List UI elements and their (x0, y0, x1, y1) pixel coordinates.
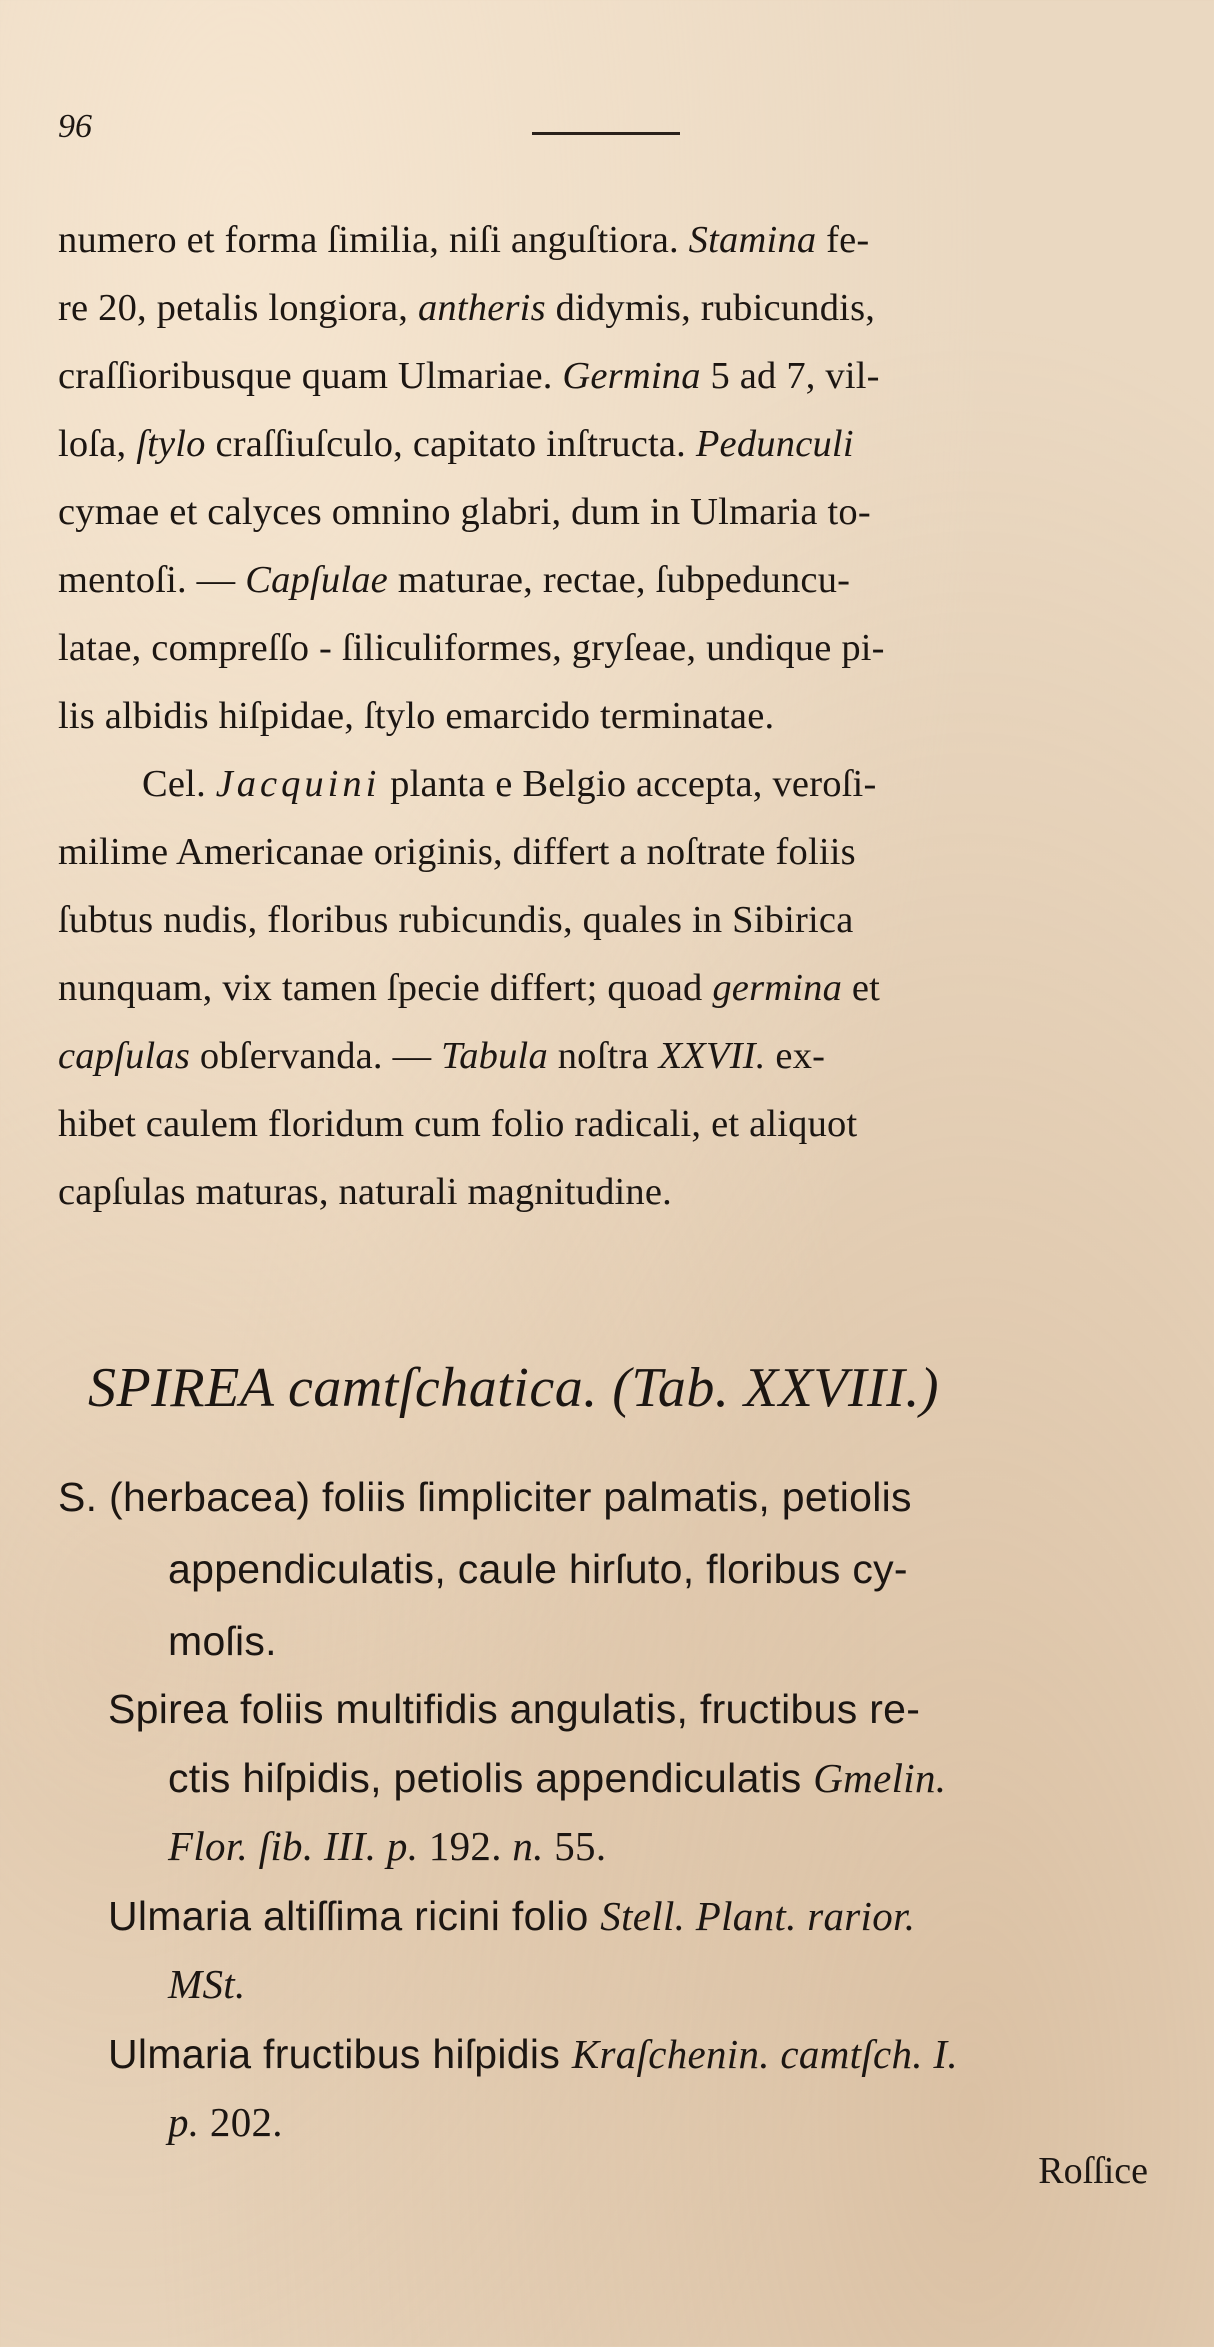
text-line: capſulas obſervanda. — Tabula noſtra XXVII. ex- (58, 1035, 826, 1077)
text-line: mentoſi. — Capſulae maturae, rectae, ſubpeduncu- (58, 559, 851, 601)
text-line: latae, compreſſo - ſiliculiformes, gryſeae, undique pi- (58, 627, 885, 669)
diagnosis-line: moſis. (168, 1618, 277, 1664)
synonym-line: Ulmaria fructibus hiſpidis Kraſchenin. camtſch. I. (108, 2031, 958, 2077)
species-title: SPIREA camtſchatica. (Tab. XXVIII.) (88, 1357, 940, 1419)
text-line: re 20, petalis longiora, antheris didymis, rubicundis, (58, 287, 876, 329)
synonym-line: Flor. ſib. III. p. 192. n. 55. (168, 1823, 607, 1869)
text-line: cymae et calyces omnino glabri, dum in Ulmaria to- (58, 491, 871, 533)
page-number: 96 (58, 108, 92, 145)
header-rule (532, 132, 680, 135)
synonym-line: Spirea foliis multifidis angulatis, fructibus re- (108, 1686, 921, 1732)
text-line: milime Americanae originis, differt a noſtrate foliis (58, 831, 856, 873)
synonym-line: Ulmaria altiſſima ricini folio Stell. Plant. rarior. (108, 1893, 916, 1939)
text-line: loſa, ſtylo craſſiuſculo, capitato inſtructa. Pedunculi (58, 423, 854, 465)
text-line: ſubtus nudis, floribus rubicundis, quales in Sibirica (58, 899, 854, 941)
diagnosis-line: appendiculatis, caule hirſuto, floribus cy- (168, 1546, 908, 1592)
text-line: numero et forma ſimilia, niſi anguſtiora. Stamina fe- (58, 219, 870, 261)
catchword: Roſſice (1038, 2150, 1148, 2192)
synonym-line: p. 202. (168, 2099, 283, 2145)
synonym-line: ctis hiſpidis, petiolis appendiculatis Gmelin. (168, 1755, 947, 1801)
diagnosis-line: S. (herbacea) foliis ſimpliciter palmatis, petiolis (58, 1474, 912, 1520)
text-line: hibet caulem floridum cum folio radicali, et aliquot (58, 1103, 858, 1145)
text-line: Cel. Jacquini planta e Belgio accepta, veroſi- (142, 763, 877, 805)
page-header (58, 108, 1158, 148)
text-line: nunquam, vix tamen ſpecie differt; quoad germina et (58, 967, 881, 1009)
text-line: capſulas maturas, naturali magnitudine. (58, 1171, 672, 1213)
text-line: craſſioribusque quam Ulmariae. Germina 5 ad 7, vil- (58, 355, 880, 397)
author-name: Jacquini (215, 763, 381, 805)
text-line: lis albidis hiſpidae, ſtylo emarcido terminatae. (58, 695, 775, 737)
synonym-line: MSt. (168, 1961, 246, 2007)
